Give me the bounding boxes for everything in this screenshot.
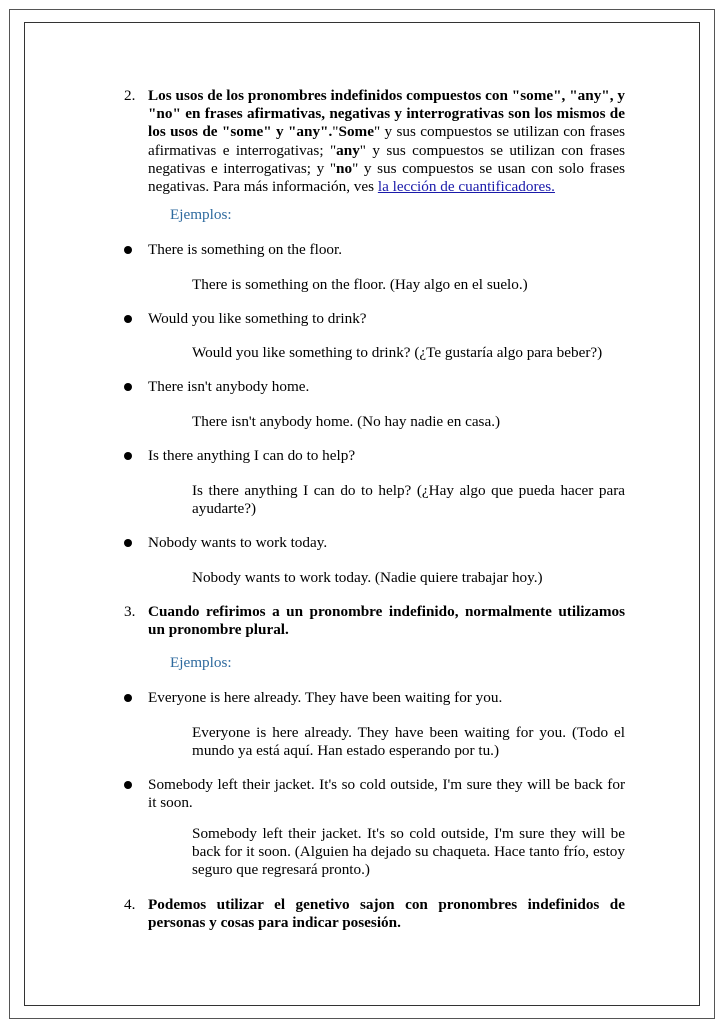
section2-paragraph: [148, 87, 625, 196]
section-number: 4.: [124, 896, 136, 913]
section4-paragraph: Podemos utilizar el genetivo sajon con pronombres indefinidos de personas y cosas para indicar posesión.: [148, 896, 625, 932]
example-sentence: There is something on the floor. (Hay algo en el suelo.): [192, 276, 528, 293]
examples-label: Ejemplos:: [170, 206, 232, 223]
bullet-icon: [124, 383, 132, 391]
bullet-icon: [124, 452, 132, 460]
cuantificadores-link[interactable]: la lección de cuantificadores.: [377, 178, 555, 196]
list-item: Everyone is here already. They have been waiting for you.: [148, 689, 503, 706]
text-run: " y sus compuestos se utilizan con frases negativas e interrogativas; y ": [148, 141, 625, 177]
example-sentence: Would you like something to drink? (¿Te gustaría algo para beber?): [192, 344, 603, 361]
list-item: Somebody left their jacket. It's so cold outside, I'm sure they will be back for it soon.: [148, 776, 625, 812]
bullet-icon: [124, 315, 132, 323]
example-sentence: Somebody left their jacket. It's so cold outside, I'm sure they will be back for it soon. (Alguien ha dejado su chaqueta. Hace tanto frío, estoy seguro que regresará pronto.): [192, 825, 625, 879]
section2-bold-text: Los usos de los pronombres indefinidos compuestos con "some", "any", y "no" en frases afirmativas, negativas y interrogrativas son los mismos de los usos de "some" y "any".: [148, 87, 625, 141]
text-run: " y sus compuestos se usan con solo frases negativas. Para más información, ves: [148, 159, 625, 196]
list-item: There isn't anybody home.: [148, 378, 310, 395]
text-run: " y sus compuestos se utilizan con frases afirmativas e interrogativas; ": [148, 123, 626, 159]
bullet-icon: [124, 781, 132, 789]
bullet-icon: [124, 694, 132, 702]
list-item: Would you like something to drink?: [148, 310, 367, 327]
bullet-icon: [124, 246, 132, 254]
bullet-icon: [124, 539, 132, 547]
example-sentence: There isn't anybody home. (No hay nadie en casa.): [192, 413, 501, 430]
example-sentence: Is there anything I can do to help? (¿Hay algo que pueda hacer para ayudarte?): [192, 482, 625, 518]
keyword-some: Some: [338, 123, 374, 141]
example-sentence: Nobody wants to work today. (Nadie quiere trabajar hoy.): [192, 569, 543, 586]
examples-label: Ejemplos:: [170, 654, 232, 671]
list-item: There is something on the floor.: [148, 241, 343, 258]
section-number: 2.: [124, 87, 136, 104]
keyword-any: any: [336, 141, 360, 159]
section-number: 3.: [124, 603, 136, 620]
text-run: ": [332, 123, 339, 141]
keyword-no: no: [336, 159, 353, 177]
list-item: Nobody wants to work today.: [148, 534, 328, 551]
example-sentence: Everyone is here already. They have been waiting for you. (Todo el mundo ya está aquí. Han estado esperando por tu.): [192, 724, 625, 760]
list-item: Is there anything I can do to help?: [148, 447, 356, 464]
section3-paragraph: Cuando refirimos a un pronombre indefinido, normalmente utilizamos un pronombre plural.: [148, 603, 625, 639]
